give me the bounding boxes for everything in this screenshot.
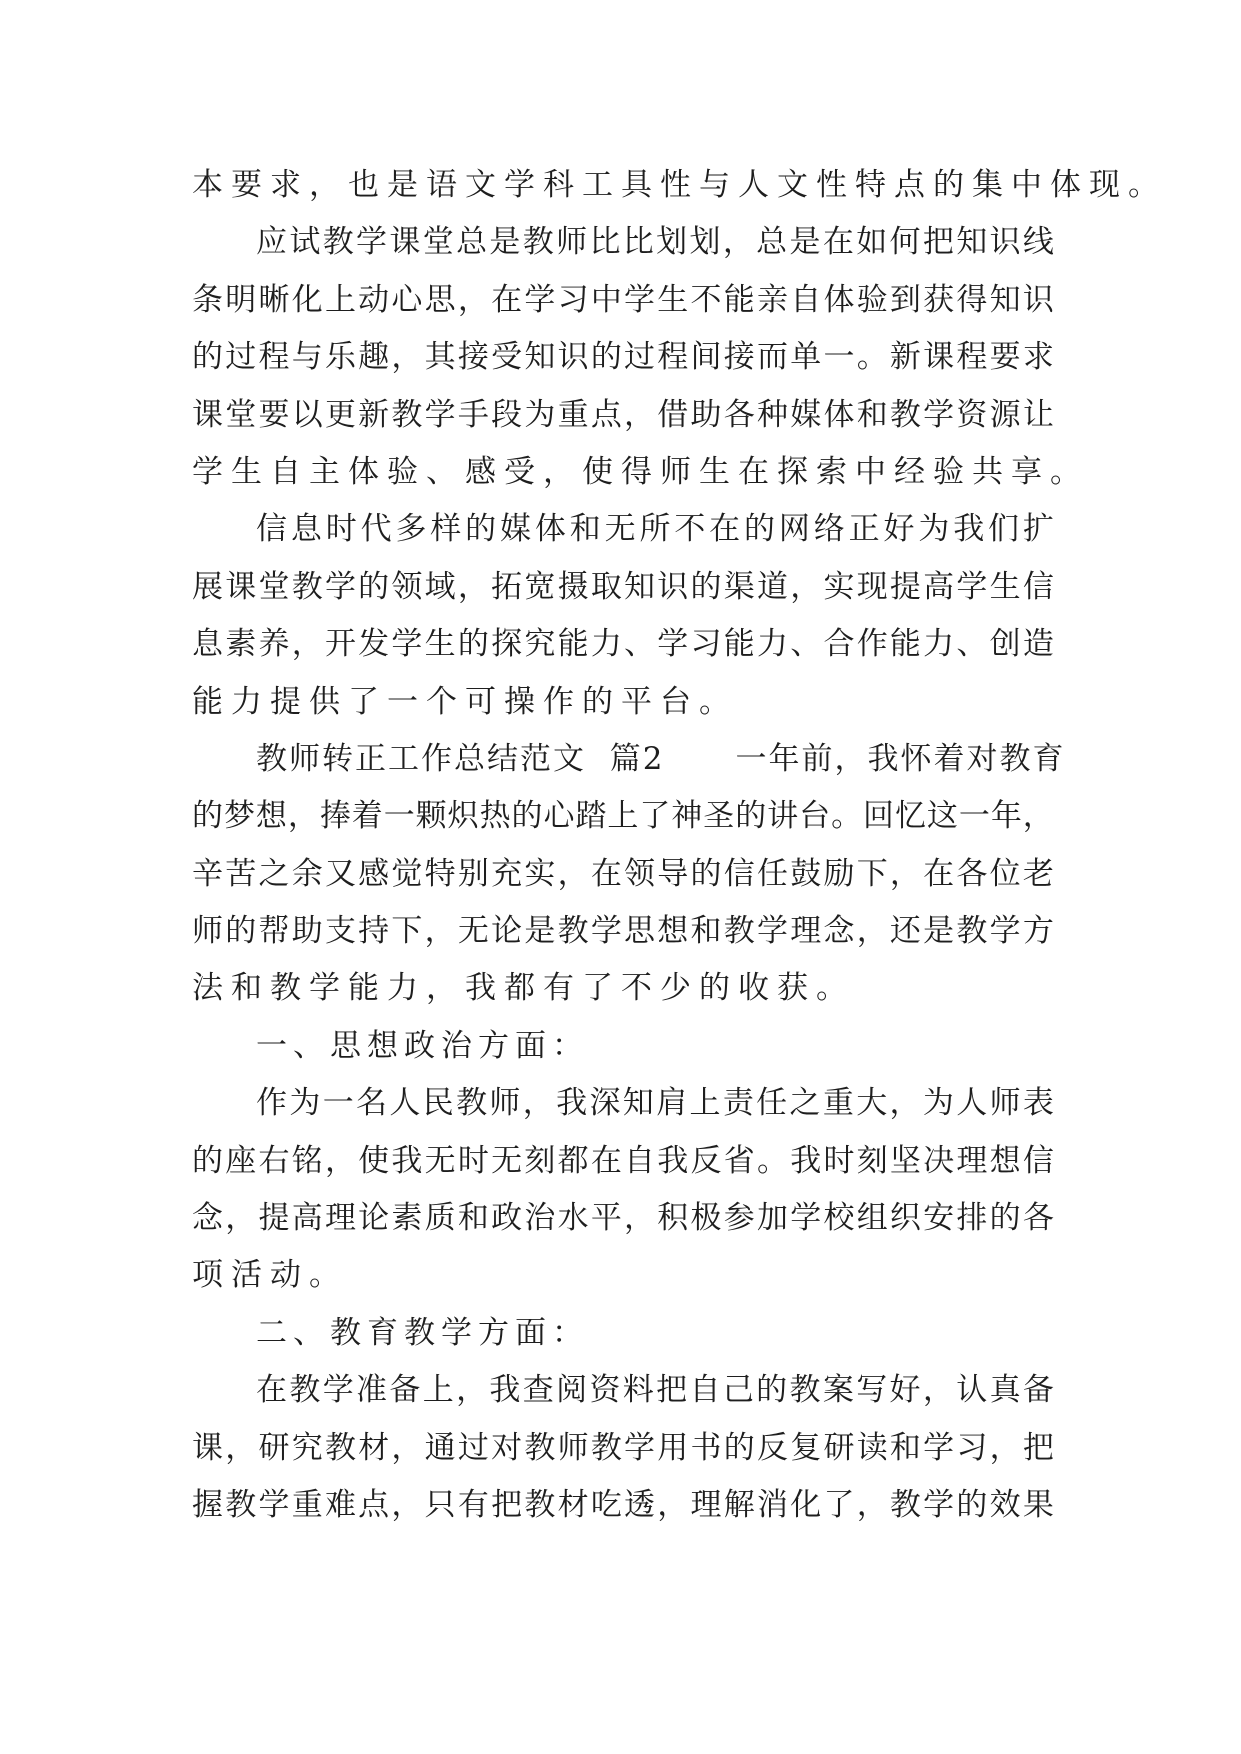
text-line: 教师转正工作总结范文 篇2 一年前，我怀着对教育 — [256, 740, 1066, 777]
text-line: 项活动。 — [192, 1257, 348, 1294]
text-line: 课 堂 要 以 更 新 教 学 手 段 为 重 点 ， 借 助 各 种 媒 体 和 教 学 资 源 让 — [192, 396, 1054, 433]
text-line: 展 课 堂 教 学 的 领 域 ， 拓 宽 摄 取 知 识 的 渠 道 ， 实 现 提 高 学 生 信 — [192, 568, 1054, 605]
text-line: 信 息 时 代 多 样 的 媒 体 和 无 所 不 在 的 网 络 正 好 为 我 们 扩 — [256, 511, 1054, 548]
text-line: 法和教学能力，我都有了不少的收获。 — [192, 970, 855, 1007]
document-body — [192, 157, 1167, 1534]
text-line: 课 ， 研 究 教 材 ， 通 过 对 教 师 教 学 用 书 的 反 复 研 读 和 学 习 ， 把 — [192, 1429, 1054, 1466]
text-line: 能力提供了一个可操作的平台。 — [192, 683, 738, 720]
text-line: 念 ， 提 高 理 论 素 质 和 政 治 水 平 ， 积 极 参 加 学 校 组 织 安 排 的 各 — [192, 1200, 1054, 1237]
text-line: 的 过 程 与 乐 趣 ， 其 接 受 知 识 的 过 程 间 接 而 单 一 。 新 课 程 要 求 — [192, 339, 1054, 376]
text-line: 的 座 右 铭 ， 使 我 无 时 无 刻 都 在 自 我 反 省 。 我 时 刻 坚 决 理 想 信 — [192, 1142, 1054, 1179]
text-line: 作 为 一 名 人 民 教 师 ， 我 深 知 肩 上 责 任 之 重 大 ， 为 人 师 表 — [256, 1085, 1054, 1122]
section-heading: 二、教育教学方面： — [256, 1314, 589, 1351]
text-line: 条 明 晰 化 上 动 心 思 ， 在 学 习 中 学 生 不 能 亲 自 体 验 到 获 得 知 识 — [192, 281, 1054, 318]
text-line: 辛 苦 之 余 又 感 觉 特 别 充 实 ， 在 领 导 的 信 任 鼓 励 下 ， 在 各 位 老 — [192, 855, 1054, 892]
text-line: 的 梦 想 ， 捧 着 一 颗 炽 热 的 心 踏 上 了 神 圣 的 讲 台 。 回 忆 这 一 年 ， — [192, 798, 1054, 835]
text-line: 学生自主体验、感受，使得师生在探索中经验共享。 — [192, 453, 1089, 490]
text-line: 握 教 学 重 难 点 ， 只 有 把 教 材 吃 透 ， 理 解 消 化 了 ， 教 学 的 效 果 — [192, 1486, 1054, 1523]
text-line: 在 教 学 准 备 上 ， 我 查 阅 资 料 把 自 己 的 教 案 写 好 ， 认 真 备 — [256, 1372, 1054, 1409]
section-heading: 一、思想政治方面： — [256, 1027, 589, 1064]
text-line: 本要求，也是语文学科工具性与人文性特点的集中体现。 — [192, 167, 1167, 203]
text-line: 师 的 帮 助 支 持 下 ， 无 论 是 教 学 思 想 和 教 学 理 念 ， 还 是 教 学 方 — [192, 913, 1054, 950]
text-line: 息 素 养 ， 开 发 学 生 的 探 究 能 力 、 学 习 能 力 、 合 作 能 力 、 创 造 — [192, 626, 1054, 663]
text-line: 应 试 教 学 课 堂 总 是 教 师 比 比 划 划 ， 总 是 在 如 何 把 知 识 线 — [256, 224, 1054, 261]
